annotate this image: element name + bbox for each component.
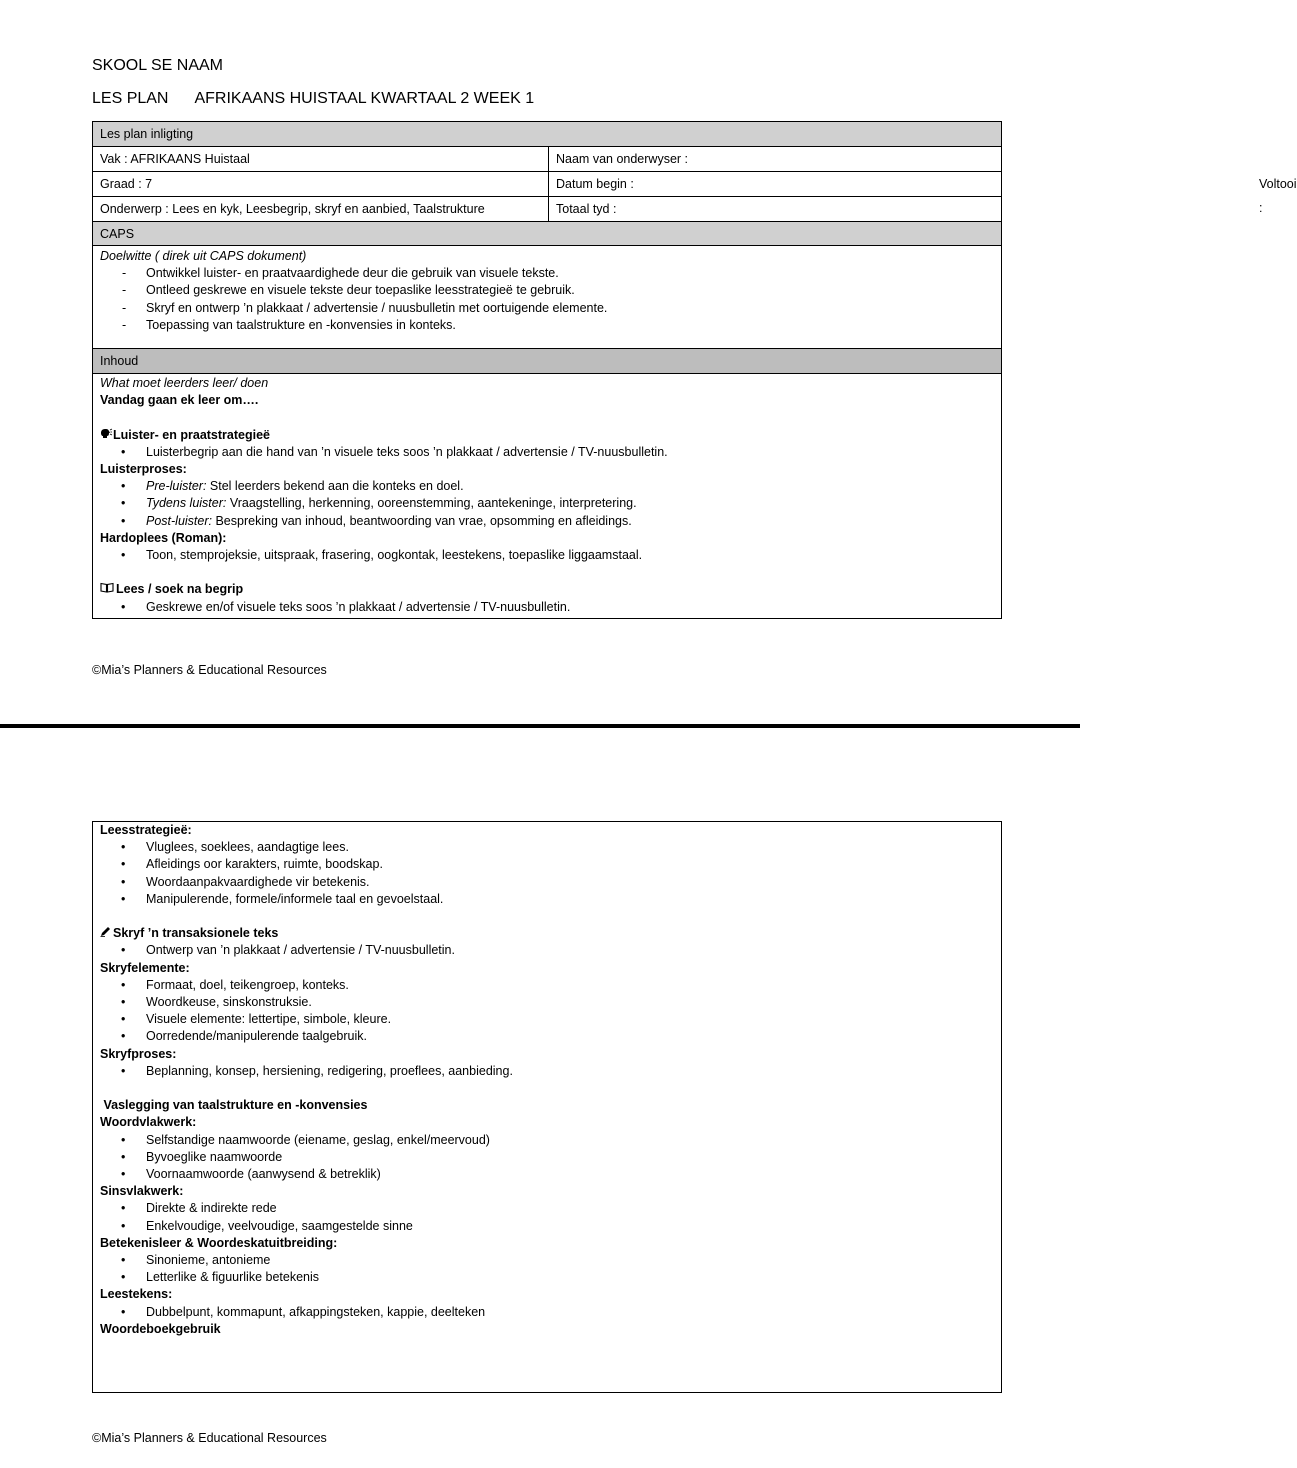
- hardoplees-heading: Hardoplees (Roman):: [100, 530, 227, 545]
- list-item: • Luisterbegrip aan die hand van ’n visuele teks soos ’n plakkaat / advertensie / TV-nuusbulletin.: [100, 444, 995, 461]
- graad-label: Graad : 7: [100, 177, 153, 191]
- page-divider: [0, 724, 1080, 728]
- pre-luister-label: Pre-luister:: [146, 479, 207, 494]
- teacher-name-label: Naam van onderwyser :: [556, 152, 689, 166]
- doelwitte-cell: [93, 246, 1001, 349]
- list-item: • Ontwerp van ’n plakkaat / advertensie / TV-nuusbulletin.: [100, 942, 995, 959]
- writing-hand-icon: [100, 925, 113, 942]
- list-item: • Woordkeuse, sinskonstruksie.: [100, 994, 995, 1011]
- list-item: • Woordaanpakvaardighede vir betekenis.: [100, 874, 995, 891]
- open-book-icon: [100, 581, 116, 598]
- list-item: • Manipulerende, formele/informele taal en gevoelstaal.: [100, 891, 995, 908]
- post-luister-label: Post-luister:: [146, 513, 212, 528]
- list-item: • Selfstandige naamwoorde (eiename, geslag, enkel/meervoud): [100, 1132, 995, 1149]
- betekenisleer-heading: Betekenisleer & Woordeskatuitbreiding:: [100, 1235, 338, 1250]
- leesstrategiee-heading: Leesstrategieë:: [100, 823, 192, 837]
- totaal-tyd-label: Totaal tyd :: [556, 202, 617, 216]
- vandag-heading: Vandag gaan ek leer om….: [100, 393, 259, 408]
- list-item: • Dubbelpunt, kommapunt, afkappingsteken, kappie, deelteken: [100, 1304, 995, 1321]
- list-item: • Toon, stemprojeksie, uitspraak, frasering, oogkontak, leestekens, toepaslike liggaamstaal.: [100, 547, 995, 564]
- lesson-plan-title: [92, 90, 534, 108]
- list-item-tydens-luister: [100, 495, 995, 512]
- vak-row: [93, 147, 1001, 172]
- vak-label: Vak : AFRIKAANS Huistaal: [100, 152, 250, 166]
- list-item: • Voornaamwoorde (aanwysend & betreklik): [100, 1166, 995, 1183]
- caps-header: [93, 222, 1001, 246]
- what-learners-learn: What moet leerders leer/ doen: [100, 376, 269, 390]
- totaal-tyd-cell: [548, 197, 616, 221]
- caps-header-label: CAPS: [100, 227, 135, 241]
- doelwit-item: - Ontleed geskrewe en visuele tekste deur toepaslike leesstrategieë te gebruik.: [100, 282, 995, 299]
- footer-copyright: ©Mia’s Planners & Educational Resources: [92, 1431, 327, 1445]
- luister-title: Luister- en praatstrategieë: [113, 427, 270, 442]
- voltooi-label: Voltooi :: [1259, 177, 1297, 215]
- list-item: • Afleidings oor karakters, ruimte, boodskap.: [100, 856, 995, 873]
- teacher-name-cell: [548, 147, 688, 171]
- sinsvlakwerk-heading: Sinsvlakwerk:: [100, 1184, 184, 1199]
- subject-title: AFRIKAANS HUISTAAL KWARTAAL 2 WEEK 1: [194, 90, 535, 107]
- les-plan-label: LES PLAN: [92, 90, 169, 107]
- inhoud-continued-table: [92, 821, 1002, 1393]
- speaking-head-icon: [100, 427, 113, 444]
- doelwit-item: - Ontwikkel luister- en praatvaardighede deur die gebruik van visuele tekste.: [100, 265, 995, 282]
- list-item-pre-luister: [100, 478, 995, 495]
- skryfelemente-heading: Skryfelemente:: [100, 960, 190, 975]
- inhoud-content-page1: [100, 375, 995, 616]
- tydens-luister-label: Tydens luister:: [146, 496, 227, 511]
- info-header-label: Les plan inligting: [100, 127, 194, 141]
- list-item: • Visuele elemente: lettertipe, simbole, kleure.: [100, 1011, 995, 1028]
- tydens-luister-text: Vraagstelling, herkenning, ooreenstemming, aantekeninge, interpretering.: [226, 496, 637, 511]
- list-item: • Vluglees, soeklees, aandagtige lees.: [100, 839, 995, 856]
- list-item: • Sinonieme, antonieme: [100, 1252, 995, 1269]
- post-luister-text: Bespreking van inhoud, beantwoording van vrae, opsomming en afleidings.: [212, 513, 632, 528]
- vaslegging-heading: Vaslegging van taalstrukture en -konvensies: [100, 1098, 368, 1113]
- inhoud-header-label: Inhoud: [100, 354, 139, 368]
- lees-title: Lees / soek na begrip: [116, 582, 244, 597]
- info-header: [93, 122, 1001, 147]
- lees-heading: [100, 581, 995, 598]
- woordeboek-heading: Woordeboekgebruik: [100, 1321, 221, 1336]
- footer-copyright: ©Mia’s Planners & Educational Resources: [92, 663, 327, 677]
- datum-begin-label: Datum begin :: [556, 177, 634, 191]
- onderwerp-label: Onderwerp : Lees en kyk, Leesbegrip, skryf en aanbied, Taalstrukture: [100, 202, 485, 216]
- list-item: • Geskrewe en/of visuele teks soos ’n plakkaat / advertensie / TV-nuusbulletin.: [100, 599, 995, 616]
- list-item: • Byvoeglike naamwoorde: [100, 1149, 995, 1166]
- lesson-info-table: [92, 121, 1297, 619]
- list-item: • Oorredende/manipulerende taalgebruik.: [100, 1028, 995, 1045]
- luister-heading: [100, 427, 995, 444]
- list-item: • Direkte & indirekte rede: [100, 1200, 995, 1217]
- list-item: • Formaat, doel, teikengroep, konteks.: [100, 977, 995, 994]
- list-item-post-luister: [100, 513, 995, 530]
- onderwerp-row: [93, 197, 1001, 222]
- pre-luister-text: Stel leerders bekend aan die konteks en doel.: [206, 479, 464, 494]
- skryf-heading: [100, 925, 995, 942]
- luisterproses-heading: Luisterproses:: [100, 462, 187, 476]
- inhoud-content-page2: [100, 822, 995, 1338]
- school-name: SKOOL SE NAAM: [92, 57, 223, 74]
- doelwit-item: - Skryf en ontwerp ’n plakkaat / advertensie / nuusbulletin met oortuigende elemente.: [100, 300, 995, 317]
- doelwit-item: - Toepassing van taalstrukture en -konvensies in konteks.: [100, 317, 995, 334]
- woordvlakwerk-heading: Woordvlakwerk:: [100, 1115, 197, 1130]
- skryfproses-heading: Skryfproses:: [100, 1046, 177, 1061]
- list-item: • Letterlike & figuurlike betekenis: [100, 1269, 995, 1286]
- skryf-title: Skryf ’n transaksionele teks: [113, 926, 279, 941]
- doelwitte-title: Doelwitte ( direk uit CAPS dokument): [100, 249, 307, 263]
- inhoud-header: [93, 349, 1001, 374]
- list-item: • Beplanning, konsep, hersiening, redigering, proeflees, aanbieding.: [100, 1063, 995, 1080]
- leestekens-heading: Leestekens:: [100, 1287, 173, 1302]
- list-item: • Enkelvoudige, veelvoudige, saamgestelde sinne: [100, 1218, 995, 1235]
